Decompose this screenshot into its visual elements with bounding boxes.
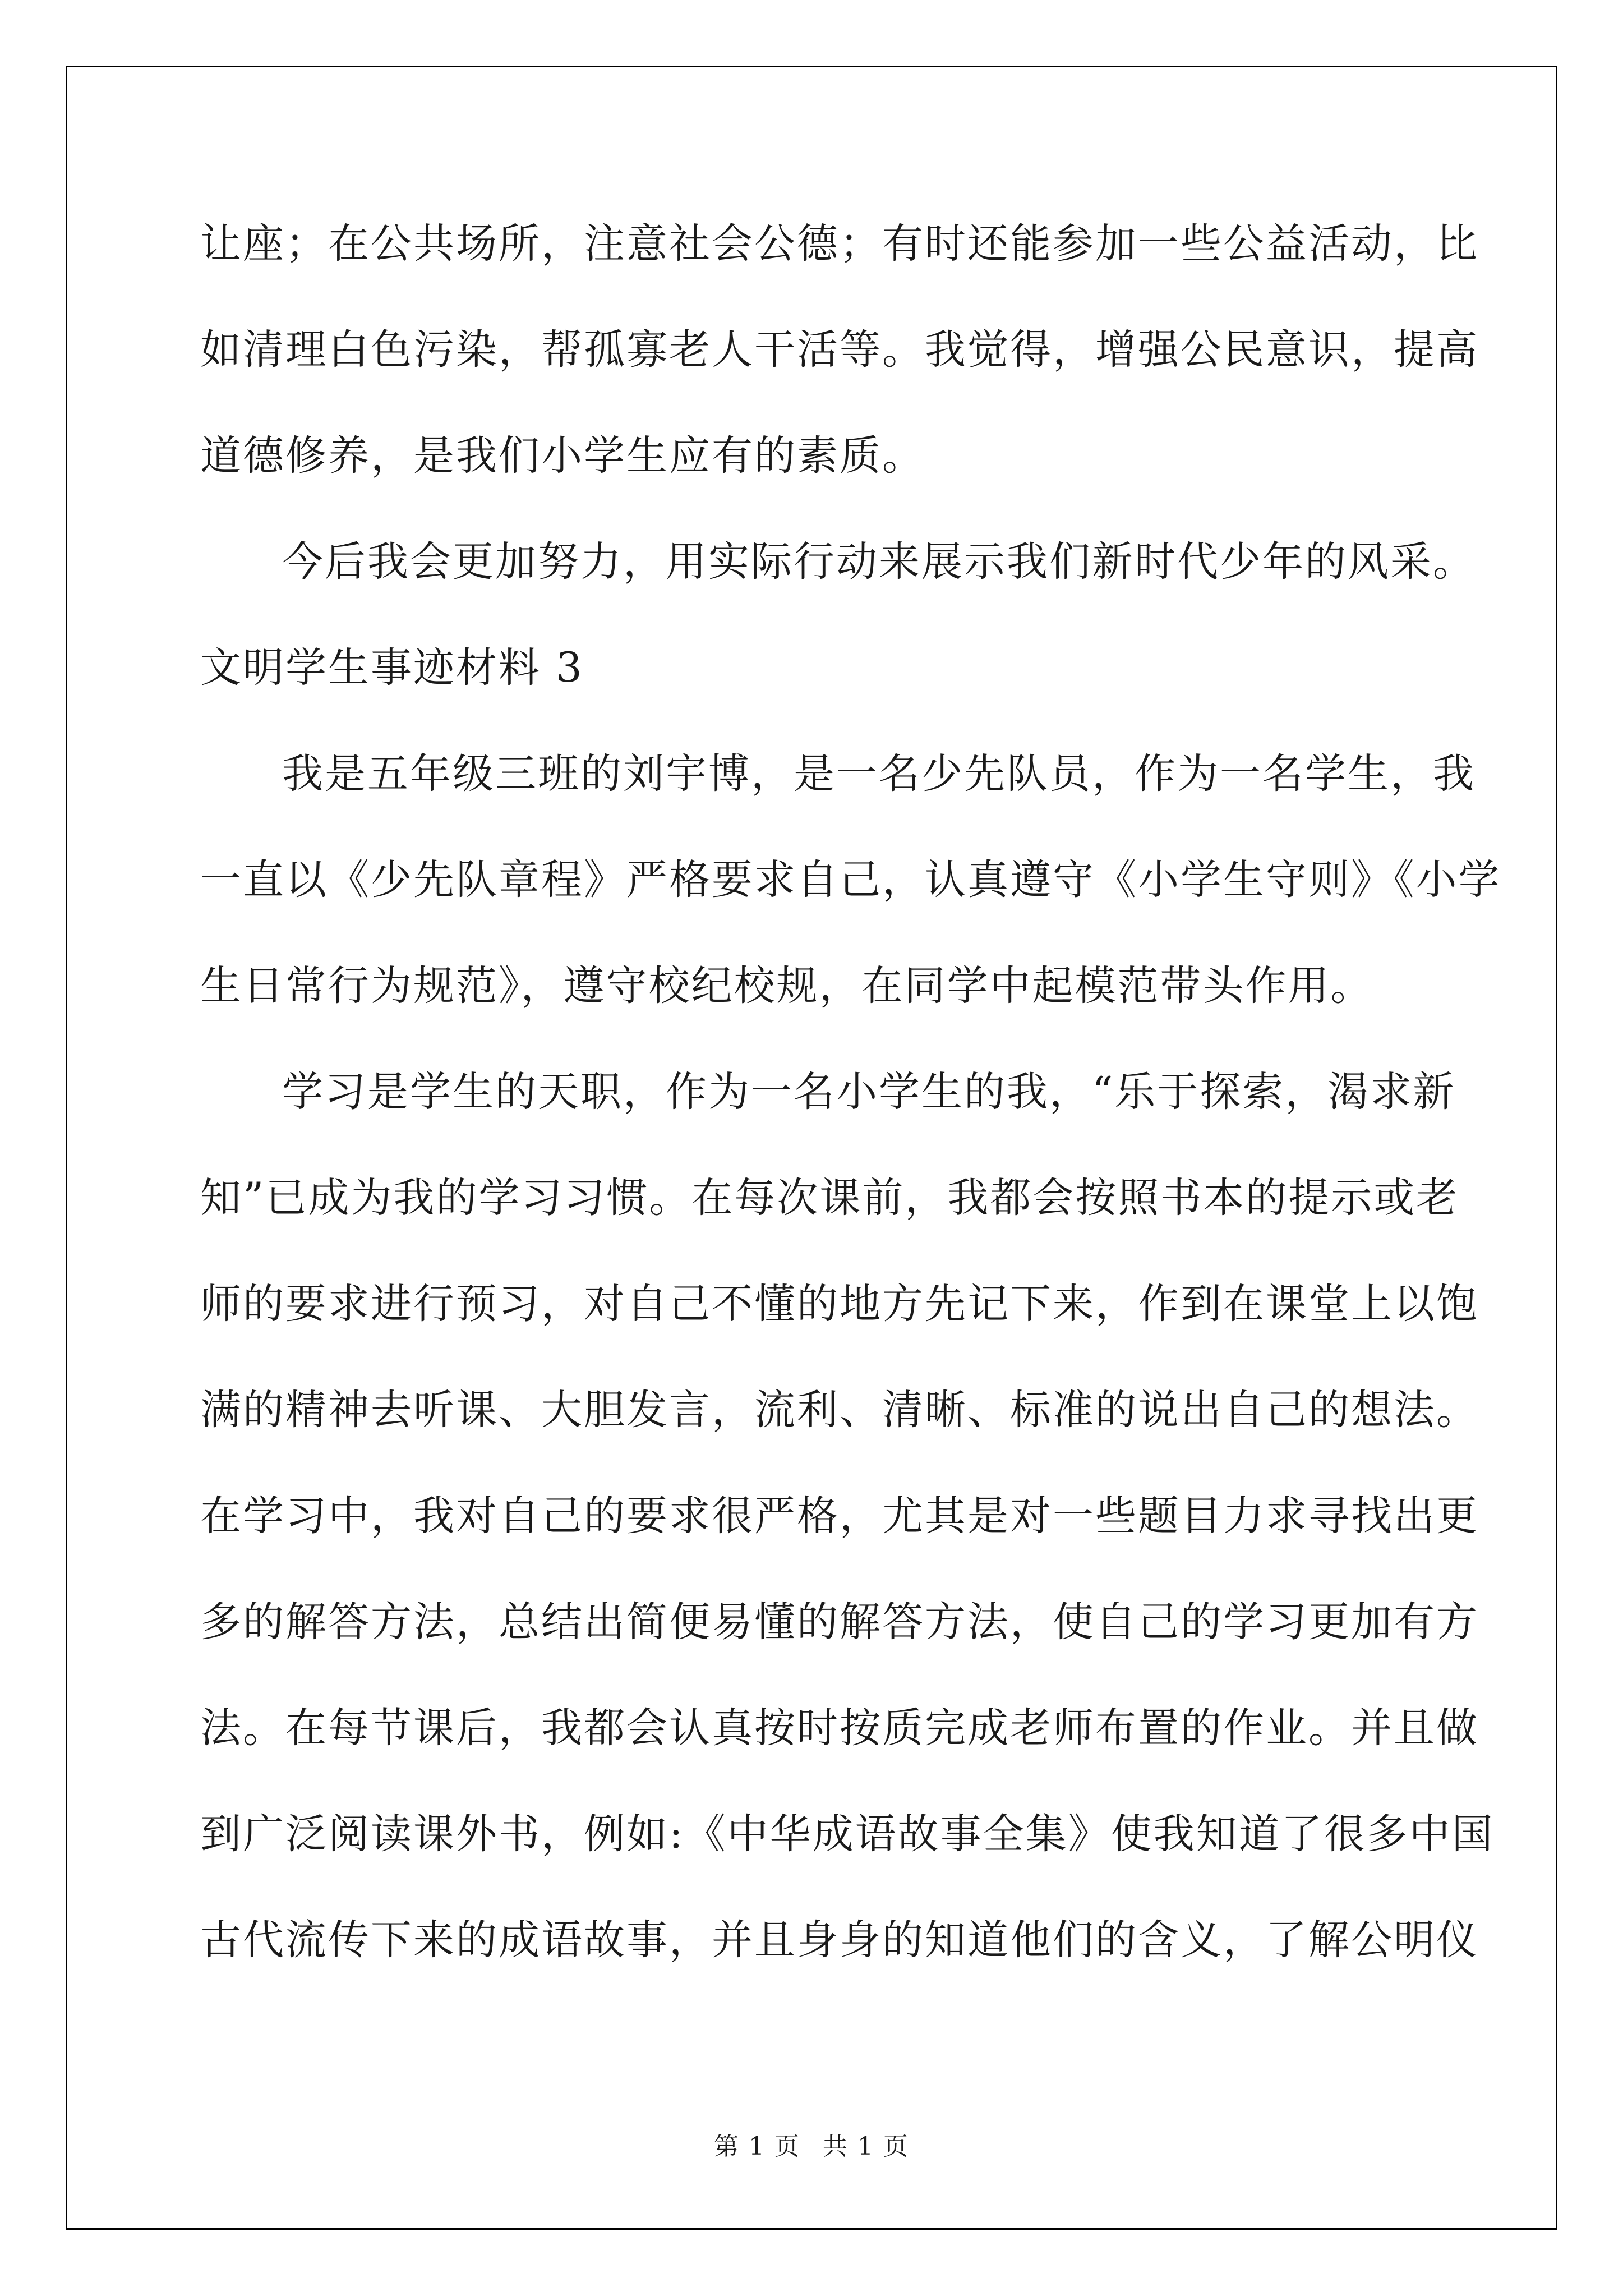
text-line-11: 师的要求进行预习，对自己不懂的地方先记下来，作到在课堂上以饱 xyxy=(200,1280,1479,1328)
text-line-9: 学习是学生的天职，作为一名小学生的我，“乐于探索，渴求新 xyxy=(282,1068,1456,1116)
document-body xyxy=(200,191,1501,1993)
text-line-7: 一直以《少先队章程》严格要求自己，认真遵守《小学生守则》《小学 xyxy=(200,856,1501,904)
text-line-3: 道德修养，是我们小学生应有的素质。 xyxy=(200,432,925,480)
text-line-12: 满的精神去听课、大胆发言，流利、清晰、标准的说出自己的想法。 xyxy=(200,1386,1479,1434)
text-line-16: 到广泛阅读课外书，例如:《中华成语故事全集》使我知道了很多中国 xyxy=(200,1810,1495,1858)
text-line-2: 如清理白色污染，帮孤寡老人干活等。我觉得，增强公民意识，提高 xyxy=(200,326,1479,374)
text-line-4: 今后我会更加努力，用实际行动来展示我们新时代少年的风采。 xyxy=(282,538,1476,586)
text-line-6: 我是五年级三班的刘宇博，是一名少先队员，作为一名学生，我 xyxy=(282,750,1476,798)
page-number: 第 1 页 xyxy=(714,2132,800,2161)
text-line-13: 在学习中，我对自己的要求很严格，尤其是对一些题目力求寻找出更 xyxy=(200,1492,1479,1540)
page-footer xyxy=(0,2126,1623,2162)
text-line-1: 让座；在公共场所，注意社会公德；有时还能参加一些公益活动，比 xyxy=(200,220,1479,268)
text-line-8: 生日常行为规范》，遵守校纪校规，在同学中起模范带头作用。 xyxy=(200,962,1373,1010)
page-total: 共 1 页 xyxy=(823,2132,909,2161)
text-line-14: 多的解答方法，总结出简便易懂的解答方法，使自己的学习更加有方 xyxy=(200,1598,1479,1646)
text-line-17: 古代流传下来的成语故事，并且身身的知道他们的含义，了解公明仪 xyxy=(200,1916,1479,1964)
text-line-10: 知”已成为我的学习习惯。在每次课前，我都会按照书本的提示或老 xyxy=(200,1174,1459,1222)
section-heading: 文明学生事迹材料 3 xyxy=(200,644,584,692)
text-line-15: 法。在每节课后，我都会认真按时按质完成老师布置的作业。并且做 xyxy=(200,1704,1479,1752)
